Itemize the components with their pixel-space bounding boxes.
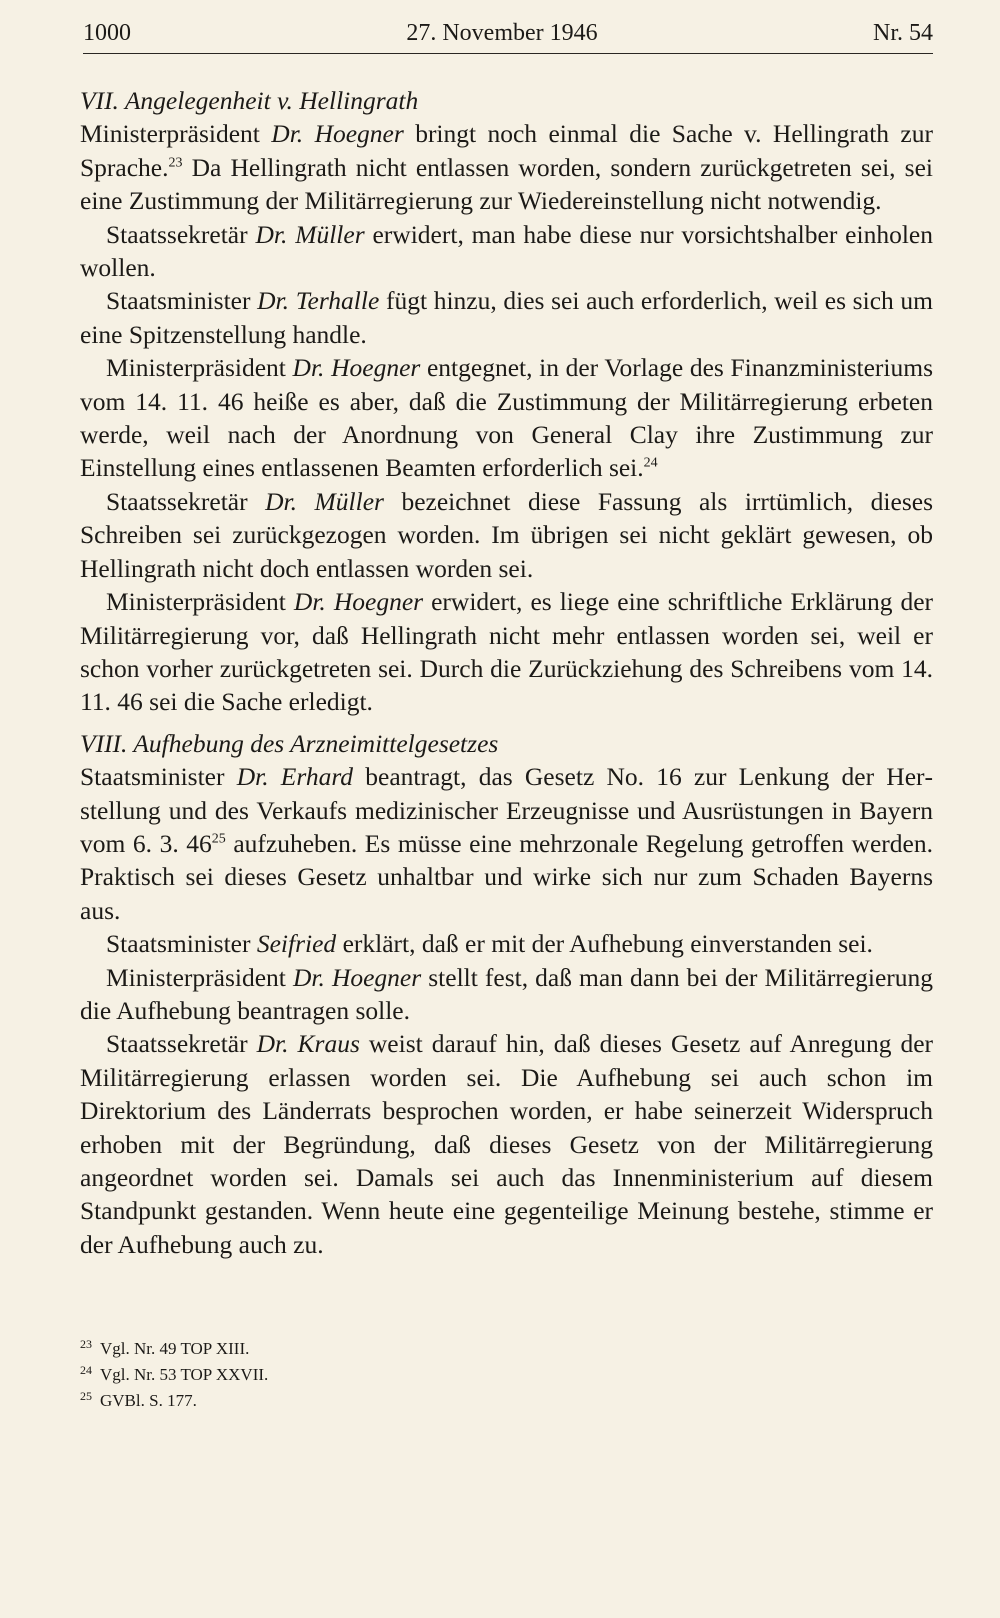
section-title-viii: VIII. Aufhebung des Arzneimittelgesetzes — [80, 728, 499, 758]
footnote — [80, 1388, 680, 1414]
speaker-name: Erhard — [280, 762, 354, 792]
paragraph — [80, 760, 933, 927]
paragraph-text: weist darauf hin, daß dieses Gesetz auf Anregung der Militärregierung erlassen worden sei. Die Aufhebung sei auch schon im Direktorium des Länderrats besprochen worden, er habe seinerzeit Widerspruch erhoben mit der Begründung, daß dieses Gesetz von der Militärregierung angeordnet worden sei. Damals sei auch das Innenministerium auf diesem Standpunkt gestanden. Wenn heute eine gegenteilige Meinung bestehe, stimme er der Aufhebung auch zu. — [80, 1029, 934, 1259]
speaker-title: Dr. — [257, 286, 290, 316]
paragraph-text: aufzuheben. Es müsse eine mehrzonale Regelung getroffen werden. Praktisch sei dieses Gesetz unhaltbar und wirke sich nur zum Schaden Bayerns aus. — [80, 828, 933, 925]
speaker-role: Ministerpräsident — [106, 353, 286, 383]
paragraph — [80, 351, 933, 485]
paragraph — [80, 585, 933, 719]
paragraph-text: erklärt, daß er mit der Aufhebung einverstanden sei. — [336, 929, 873, 959]
footnote-text: Vgl. Nr. 49 TOP XIII. — [100, 1339, 250, 1358]
section-title-vii: VII. Angelegenheit v. Hellingrath — [80, 86, 419, 115]
paragraph — [80, 117, 933, 217]
paragraph-text: erwidert, man habe diese nur vorsichtshalber einholen wollen. — [80, 219, 933, 283]
speaker-name: Kraus — [297, 1029, 360, 1059]
footnote-text: GVBl. S. 177. — [100, 1391, 197, 1410]
speaker-role: Staatssekretär — [106, 219, 248, 249]
running-header — [83, 20, 933, 54]
paragraph — [80, 485, 933, 585]
main-text — [80, 84, 933, 1261]
speaker-title: Dr. — [271, 119, 304, 149]
speaker-title: Dr. — [265, 486, 298, 516]
speaker-title: Dr. — [292, 353, 325, 383]
speaker-name: Terhalle — [295, 286, 380, 316]
speaker-role: Ministerpräsident — [106, 587, 286, 617]
speaker-title: Dr. — [293, 587, 326, 617]
header-date: 27. November 1946 — [406, 20, 598, 46]
speaker-role: Staatsminister — [106, 929, 251, 959]
footnote-number: 25 — [80, 1389, 92, 1403]
speaker-title: Dr. — [292, 962, 325, 992]
paragraph — [80, 961, 933, 1028]
speaker-name: Hoegner — [331, 353, 421, 383]
footnote-ref: 25 — [211, 831, 226, 847]
footnotes — [80, 1336, 680, 1414]
paragraph-text: entgegnet, in der Vorlage des Finanzministeriums vom 14. 11. 46 heiße es aber, daß die Zustimmung der Militärregierung erbeten werde, weil nach der Anordnung von General Clay ihre Zustimmung zur Einstellung eines entlassenen Beamten erforderlich sei. — [80, 353, 934, 483]
speaker-title: Dr. — [256, 1029, 289, 1059]
paragraph-text: bringt noch einmal die Sache v. Hellingrath zur Sprache. — [80, 119, 933, 182]
speaker-name: Müller — [295, 219, 365, 249]
speaker-title: Dr. — [255, 219, 288, 249]
issue-number: Nr. 54 — [872, 20, 933, 46]
paragraph-text: fügt hinzu, dies sei auch erforderlich, weil es sich um eine Spitzenstellung handle. — [80, 286, 934, 349]
paragraph-text: bezeichnet diese Fassung als irrtümlich, dieses Schreiben sei zurückgezogen worden. Im übrigen sei nicht geklärt gewesen, ob Hellingrath nicht doch entlassen worden sei. — [80, 486, 934, 583]
footnote-number: 23 — [80, 1337, 92, 1351]
paragraph-text: erwidert, es liege eine schriftliche Erklärung der Militärregierung vor, daß Hellingrath nicht mehr entlassen worden sei, weil er schon vorher zurückgetreten sei. Durch die Zurückziehung des Schreibens vom 14. 11. 46 sei die Sache erledigt. — [80, 587, 934, 717]
speaker-role: Staatssekretär — [106, 1029, 248, 1059]
footnote — [80, 1362, 680, 1388]
footnote-text: Vgl. Nr. 53 TOP XXVII. — [100, 1365, 269, 1384]
paragraph — [80, 1027, 933, 1261]
speaker-name: Seifried — [256, 929, 337, 959]
speaker-name: Müller — [314, 486, 384, 516]
footnote — [80, 1336, 680, 1362]
paragraph-text: stellt fest, daß man dann bei der Militärregierung die Aufhebung beantragen solle. — [80, 962, 934, 1025]
speaker-role: Staatsminister — [106, 286, 251, 316]
speaker-role: Staatsminister — [80, 762, 225, 792]
speaker-name: Hoegner — [333, 587, 424, 617]
paragraph-text: Da Hellingrath nicht entlassen worden, sondern zurückgetreten sei, sei eine Zustimmung der Militärregierung zur Wiedereinstellung nicht notwendig. — [80, 152, 933, 216]
paragraph-text: beantragt, das Gesetz No. 16 zur Lenkung der Herstellung und des Verkaufs medizinischer Erzeugnisse und Ausrüstungen in Bayern vom 6. 3. 46 — [80, 762, 934, 858]
speaker-name: Hoegner — [314, 119, 404, 149]
page-number: 1000 — [83, 20, 131, 46]
footnote-ref: 24 — [643, 455, 658, 471]
speaker-role: Staatssekretär — [106, 486, 248, 516]
footnote-ref: 23 — [168, 155, 183, 171]
speaker-role: Ministerpräsident — [106, 962, 286, 992]
paragraph — [80, 218, 933, 285]
speaker-name: Hoegner — [331, 962, 422, 992]
paragraph — [80, 927, 933, 960]
footnote-number: 24 — [80, 1363, 92, 1377]
speaker-role: Ministerpräsident — [80, 119, 260, 149]
speaker-title: Dr. — [236, 762, 269, 792]
paragraph — [80, 284, 933, 351]
